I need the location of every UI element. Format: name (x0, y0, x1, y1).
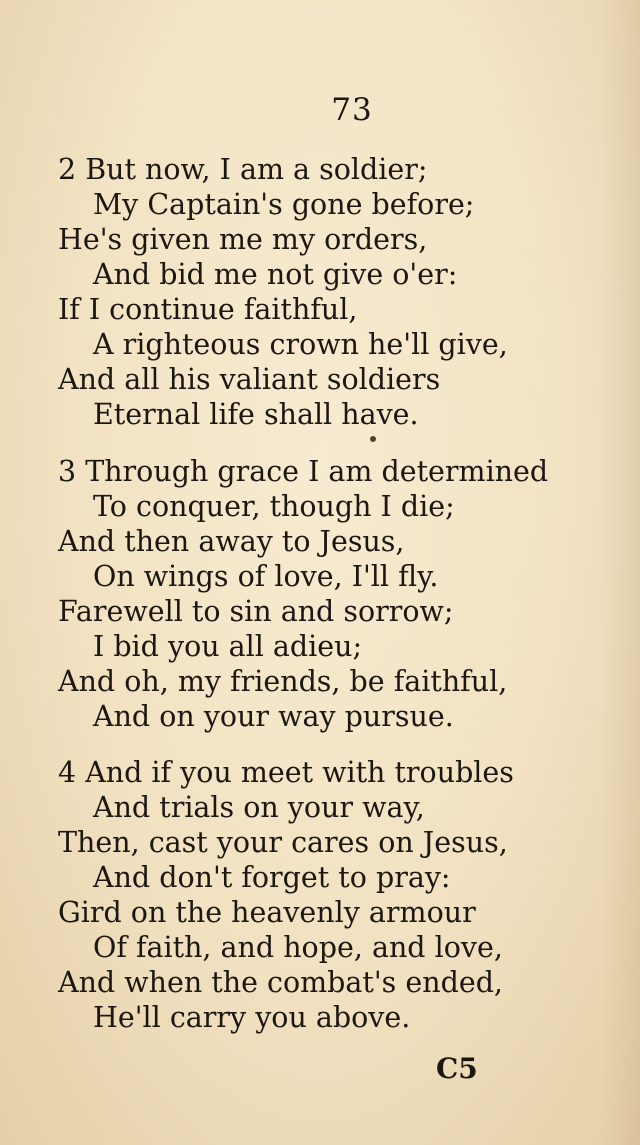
stanza-3-line-5: Farewell to sin and sorrow; (58, 595, 454, 628)
stanza-2-line-6: A righteous crown he'll give, (93, 328, 508, 361)
stanza-2-line-4: And bid me not give o'er: (93, 258, 458, 291)
stanza-4-line-5: Gird on the heavenly armour (58, 896, 476, 929)
stanza-4-line-4: And don't forget to pray: (93, 861, 451, 894)
stanza-3-line-3: And then away to Jesus, (58, 525, 405, 558)
signature-mark: C5 (436, 1052, 478, 1085)
stanza-4-line-6: Of faith, and hope, and love, (93, 931, 503, 964)
stanza-3-line-7: And oh, my friends, be faithful, (58, 665, 508, 698)
stanza-2-line-7: And all his valiant soldiers (58, 363, 441, 396)
stanza-2-line-5: If I continue faithful, (58, 293, 358, 326)
stanza-4-line-8: He'll carry you above. (93, 1001, 411, 1034)
stanza-2-line-8: Eternal life shall have. (93, 398, 419, 431)
stanza-4-line-3: Then, cast your cares on Jesus, (58, 826, 508, 859)
ink-speck (370, 436, 376, 442)
page-edge-shadow (600, 0, 640, 1145)
stanza-3-line-8: And on your way pursue. (93, 700, 454, 733)
stanza-3-line-2: To conquer, though I die; (93, 490, 455, 523)
stanza-2-line-3: He's given me my orders, (58, 223, 428, 256)
stanza-2-line-1: 2 But now, I am a soldier; (58, 153, 428, 186)
stanza-3-line-1: 3 Through grace I am determined (58, 455, 549, 488)
stanza-3-line-6: I bid you all adieu; (93, 630, 363, 663)
stanza-2-line-2: My Captain's gone before; (93, 188, 475, 221)
stanza-4-line-7: And when the combat's ended, (58, 966, 503, 999)
page-number: 73 (331, 92, 373, 128)
stanza-3-line-4: On wings of love, I'll fly. (93, 560, 439, 593)
stanza-4-line-2: And trials on your way, (93, 791, 425, 824)
stanza-4-line-1: 4 And if you meet with troubles (58, 756, 514, 789)
